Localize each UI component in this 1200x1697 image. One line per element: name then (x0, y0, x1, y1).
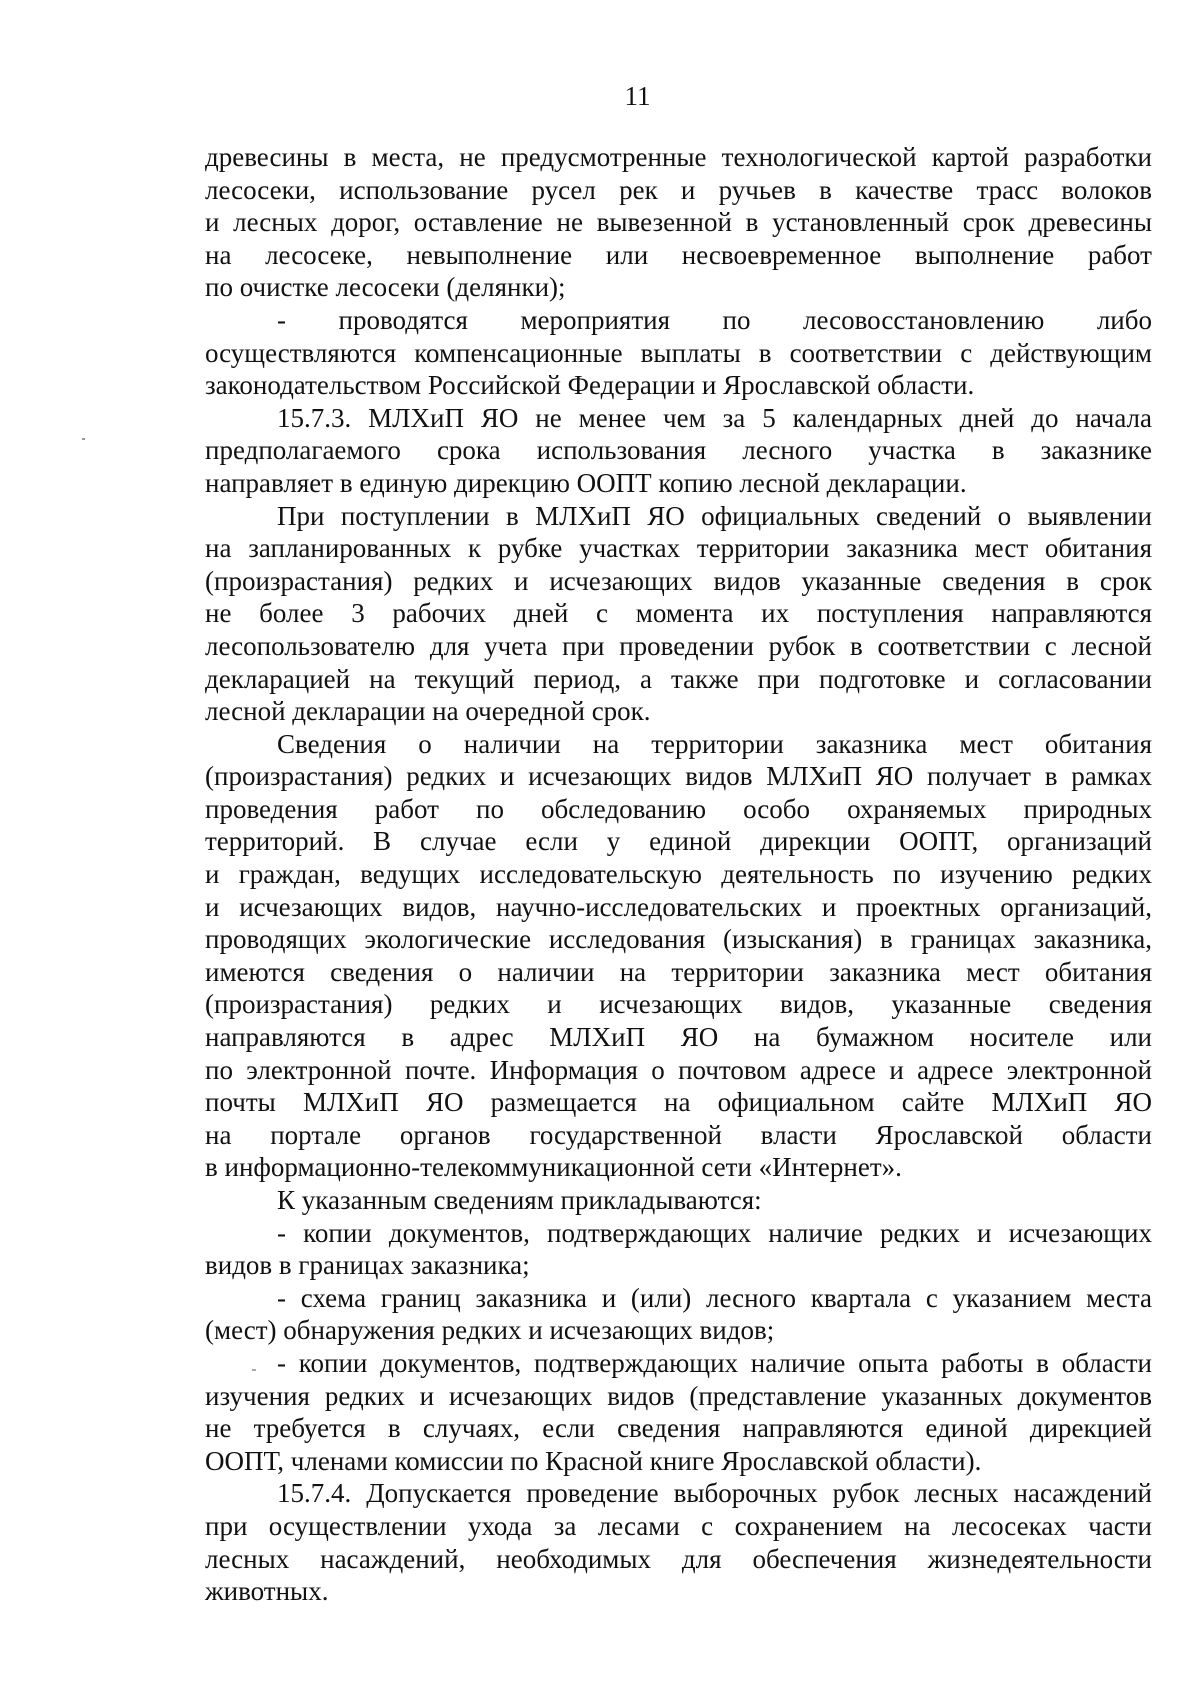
text-line: на портале органов государственной власти Ярославской области (205, 1119, 1152, 1150)
list-item-document-copies (205, 1217, 1152, 1282)
text-line: в информационно-телекоммуникационной сети «Интернет». (205, 1152, 902, 1183)
text-line: К указанным сведениям прикладываются: (277, 1185, 762, 1215)
text-line: Сведения о наличии на территории заказника мест обитания (277, 728, 1152, 759)
text-line: лесопользователю для учета при проведении рубок в соответствии с лесной (205, 630, 1152, 661)
text-line: (произрастания) редких и исчезающих видов, указанные сведения (205, 989, 1152, 1020)
text-line: - проводятся мероприятия по лесовосстановлению либо (277, 304, 1152, 335)
page-number: 11 (624, 81, 651, 111)
text-line: декларацией на текущий период, а также при подготовке и согласовании (205, 663, 1152, 694)
list-item-boundary-scheme (205, 1282, 1152, 1347)
paragraph-continuation (205, 141, 1152, 304)
text-line: направляются в адрес МЛХиП ЯО на бумажном носителе или (205, 1022, 1152, 1053)
text-line: законодательством Российской Федерации и Ярославской области. (205, 370, 975, 401)
text-line: предполагаемого срока использования лесного участка в заказнике (205, 435, 1152, 466)
text-line: лесосеки, использование русел рек и ручьев в качестве трасс волоков (205, 174, 1152, 205)
text-line: при осуществлении ухода за лесами с сохранением на лесосеках части (205, 1510, 1152, 1541)
text-line: и исчезающих видов, научно-исследовательских и проектных организаций, (205, 891, 1152, 922)
text-line: проведения работ по обследованию особо охраняемых природных (205, 793, 1152, 824)
text-line: видов в границах заказника; (205, 1250, 530, 1281)
text-line: изучения редких и исчезающих видов (представление указанных документов (205, 1380, 1152, 1411)
text-line: на запланированных к рубке участках территории заказника мест обитания (205, 533, 1152, 564)
document-body (205, 141, 1152, 1608)
list-item-experience-documents (205, 1347, 1152, 1477)
margin-mark (82, 438, 85, 440)
text-line: - копии документов, подтверждающих наличие редких и исчезающих (277, 1217, 1152, 1248)
text-line: не требуется в случаях, если сведения направляются единой дирекцией (205, 1413, 1152, 1444)
text-line: лесных насаждений, необходимых для обеспечения жизнедеятельности (205, 1543, 1152, 1574)
text-line: животных. (205, 1576, 329, 1607)
text-line: лесной декларации на очередной срок. (205, 696, 651, 727)
text-line: (произрастания) редких и исчезающих видов МЛХиП ЯО получает в рамках (205, 761, 1152, 792)
text-line: не более 3 рабочих дней с момента их поступления направляются (205, 598, 1152, 629)
text-line: по электронной почте. Информация о почтовом адресе и адресе электронной (205, 1054, 1152, 1085)
text-line: - схема границ заказника и (или) лесного квартала с указанием места (277, 1282, 1152, 1313)
text-line: осуществляются компенсационные выплаты в соответствии с действующим (205, 337, 1152, 368)
paragraph-15-7-3 (205, 402, 1152, 500)
paragraph-15-7-4 (205, 1477, 1152, 1607)
text-line: древесины в места, не предусмотренные технологической картой разработки (205, 142, 1152, 172)
text-line: 15.7.4. Допускается проведение выборочных рубок лесных насаждений (277, 1478, 1152, 1509)
text-line: проводящих экологические исследования (изыскания) в границах заказника, (205, 924, 1152, 955)
text-line: (произрастания) редких и исчезающих видов указанные сведения в срок (205, 565, 1152, 596)
text-line: по очистке лесосеки (делянки); (205, 272, 566, 303)
text-line: и лесных дорог, оставление не вывезенной в установленный срок древесины (205, 207, 1152, 238)
text-line: имеются сведения о наличии на территории заказника мест обитания (205, 956, 1152, 987)
text-line: При поступлении в МЛХиП ЯО официальных сведений о выявлении (277, 500, 1152, 531)
paragraph-attachments-intro (205, 1184, 1152, 1217)
text-line: - копии документов, подтверждающих наличие опыта работы в области (277, 1347, 1152, 1378)
text-line: направляет в единую дирекцию ООПТ копию лесной декларации. (205, 467, 967, 498)
paragraph-official-info (205, 500, 1152, 728)
text-line: (мест) обнаружения редких и исчезающих видов; (205, 1315, 775, 1346)
text-line: 15.7.3. МЛХиП ЯО не менее чем за 5 календарных дней до начала (277, 402, 1152, 433)
text-line: ООПТ, членами комиссии по Красной книге Ярославской области). (205, 1445, 982, 1476)
text-line: и граждан, ведущих исследовательскую деятельность по изучению редких (205, 859, 1152, 890)
text-line: почты МЛХиП ЯО размещается на официальном сайте МЛХиП ЯО (205, 1087, 1152, 1118)
text-line: на лесосеке, невыполнение или несвоевременное выполнение работ (205, 239, 1152, 270)
paragraph-habitat-info (205, 728, 1152, 1184)
text-line: территорий. В случае если у единой дирекции ООПТ, организаций (205, 826, 1152, 857)
paragraph-reforestation (205, 304, 1152, 402)
